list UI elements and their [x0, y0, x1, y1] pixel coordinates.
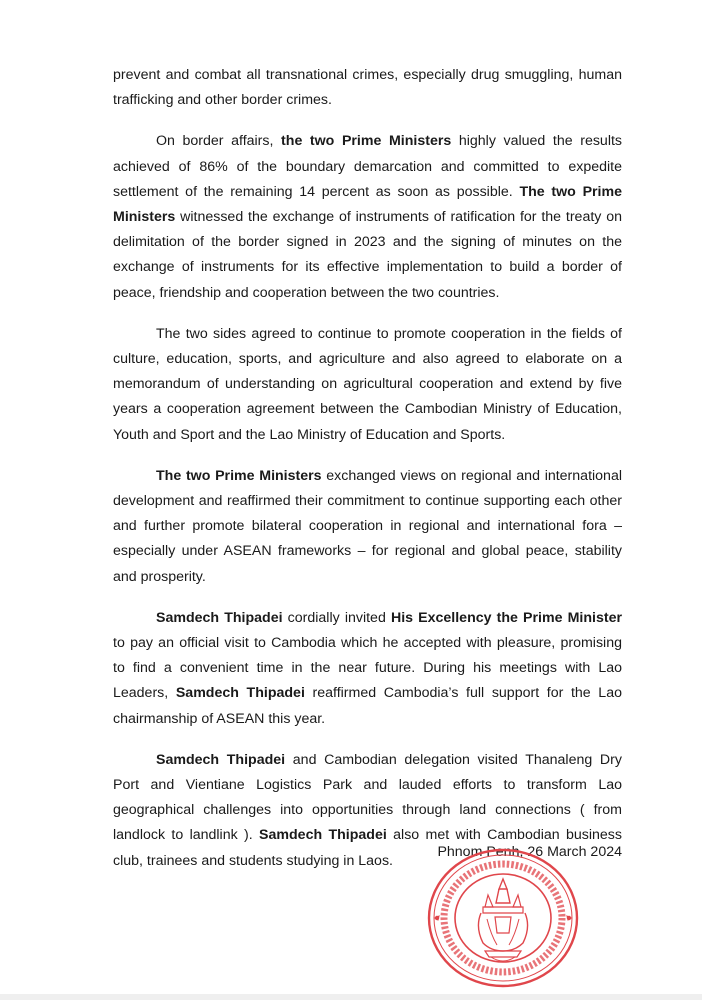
body-text — [113, 63, 622, 890]
bold-text-run: the two Prime Ministers — [281, 133, 452, 150]
text-run: The two sides agreed to continue to promote cooperation in the fields of culture, education, sports, and agriculture and also agreed to elaborate on a memorandum of understanding on agricultural cooperation and extend by five years a cooperation agreement between the Cambodian Ministry of Education, Youth and Sport and the Lao Ministry of Education and Sports. — [113, 325, 622, 443]
paragraph-3 — [113, 322, 622, 448]
text-run: reaffirmed Cambodia’s full support for the Lao chairmanship of ASEAN this year. — [113, 685, 622, 727]
text-run: witnessed the exchange of instruments of ratification for the treaty on delimitation of the border signed in 2023 and the signing of minutes on the exchange of instruments for its effective implementation to build a border of peace, friendship and cooperation between the two countries. — [113, 209, 622, 301]
bold-text-run: Samdech Thipadei — [259, 827, 387, 844]
text-run: cordially invited — [282, 609, 391, 626]
bold-text-run: The two Prime Ministers — [113, 183, 622, 226]
bold-text-run: His Excellency the Prime Minister — [390, 609, 622, 626]
text-run: also met with Cambodian business club, trainees and students studying in Laos. — [113, 827, 622, 869]
scan-bottom-edge — [0, 994, 702, 1000]
text-run: exchanged views on regional and international development and reaffirmed their commitment to continue supporting each other and further promote bilateral cooperation in regional and international fora – especially under ASEAN frameworks – for regional and global peace, stability and prosperity. — [113, 467, 622, 585]
place-date: Phnom Penh, 26 March 2024 — [437, 844, 622, 860]
paragraph-4 — [113, 464, 622, 590]
official-seal-stamp — [425, 847, 581, 989]
text-run: prevent and combat all transnational crimes, especially drug smuggling, human trafficking and other border crimes. — [113, 67, 622, 109]
paragraph-2 — [113, 129, 622, 305]
text-run: highly valued the results achieved of 86% of the boundary demarcation and committed to expedite settlement of the remaining 14 percent as soon as possible. — [113, 133, 623, 200]
paragraph-1 — [113, 63, 622, 113]
bold-text-run: Samdech Thipadei — [156, 609, 283, 626]
text-run: and Cambodian delegation visited Thanaleng Dry Port and Vientiane Logistics Park and lauded efforts to transform Lao geographical challenges into opportunities through land connections ( from landlock to landlink ). — [113, 751, 623, 844]
bold-text-run: The two Prime Ministers — [156, 467, 322, 484]
text-run: On border affairs, — [156, 133, 282, 150]
bold-text-run: Samdech Thipadei — [156, 751, 286, 768]
bold-text-run: Samdech Thipadei — [175, 685, 305, 702]
paragraph-5 — [113, 606, 622, 732]
text-run: to pay an official visit to Cambodia which he accepted with pleasure, promising to find a convenient time in the near future. During his meetings with Lao Leaders, — [113, 635, 622, 702]
